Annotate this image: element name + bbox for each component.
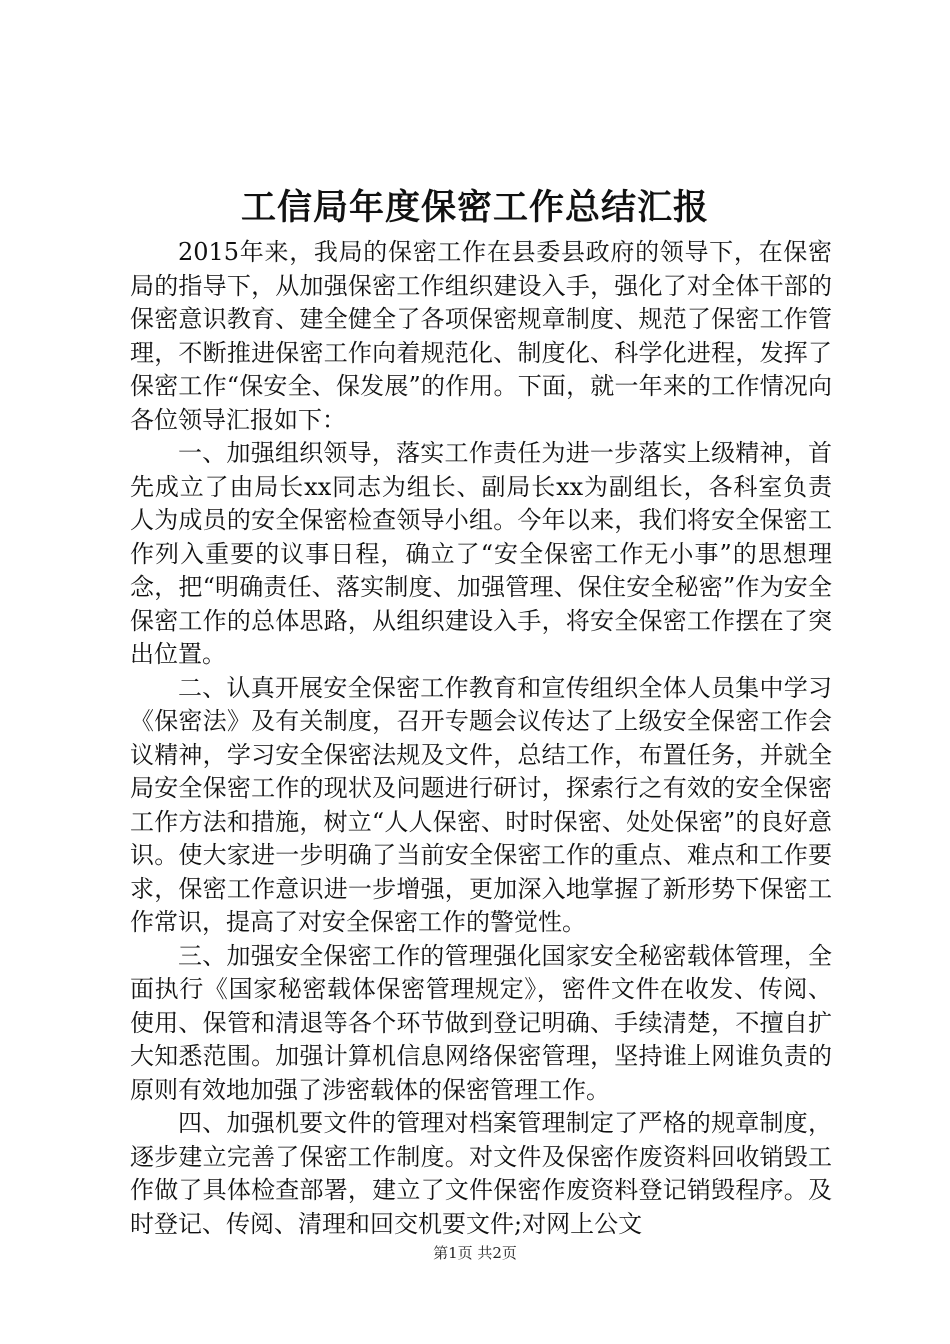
document-body: [130, 236, 832, 1241]
paragraph-intro: 2015年来，我局的保密工作在县委县政府的领导下，在保密局的指导下，从加强保密工作组织建设入手，强化了对全体干部的保密意识教育、建全健全了各项保密规章制度、规范了保密工作管理，不断推进保密工作向着规范化、制度化、科学化进程，发挥了保密工作“保安全、保发展”的作用。下面，就一年来的工作情况向各位领导汇报如下：: [130, 238, 832, 434]
paragraph-section-3: 三、加强安全保密工作的管理强化国家安全秘密载体管理，全面执行《国家秘密载体保密管理规定》，密件文件在收发、传阅、使用、保管和清退等各个环节做到登记明确、手续清楚，不擅自扩大知悉范围。加强计算机信息网络保密管理，坚持谁上网谁负责的原则有效地加强了涉密载体的保密管理工作。: [130, 941, 832, 1104]
document-title: 工信局年度保密工作总结汇报: [240, 187, 709, 228]
paragraph-section-4: 四、加强机要文件的管理对档案管理制定了严格的规章制度，逐步建立完善了保密工作制度。对文件及保密作废资料回收销毁工作做了具体检查部署，建立了文件保密作废资料登记销毁程序。及时登记、传阅、清理和回交机要文件;对网上公文: [130, 1109, 832, 1238]
paragraph-section-1: 一、加强组织领导，落实工作责任为进一步落实上级精神，首先成立了由局长xx同志为组长、副局长xx为副组长，各科室负责人为成员的安全保密检查领导小组。今年以来，我们将安全保密工作列入重要的议事日程，确立了“安全保密工作无小事”的思想理念，把“明确责任、落实制度、加强管理、保住安全秘密”作为安全保密工作的总体思路，从组织建设入手，将安全保密工作摆在了突出位置。: [130, 439, 832, 668]
paragraph-section-2: 二、认真开展安全保密工作教育和宣传组织全体人员集中学习《保密法》及有关制度，召开专题会议传达了上级安全保密工作会议精神，学习安全保密法规及文件，总结工作，布置任务，并就全局安全保密工作的现状及问题进行研讨，探索行之有效的安全保密工作方法和措施，树立“人人保密、时时保密、处处保密”的良好意识。使大家进一步明确了当前安全保密工作的重点、难点和工作要求，保密工作意识进一步增强，更加深入地掌握了新形势下保密工作常识，提高了对安全保密工作的警觉性。: [130, 673, 832, 936]
page-number-footer: 第1页 共2页: [433, 1244, 517, 1262]
